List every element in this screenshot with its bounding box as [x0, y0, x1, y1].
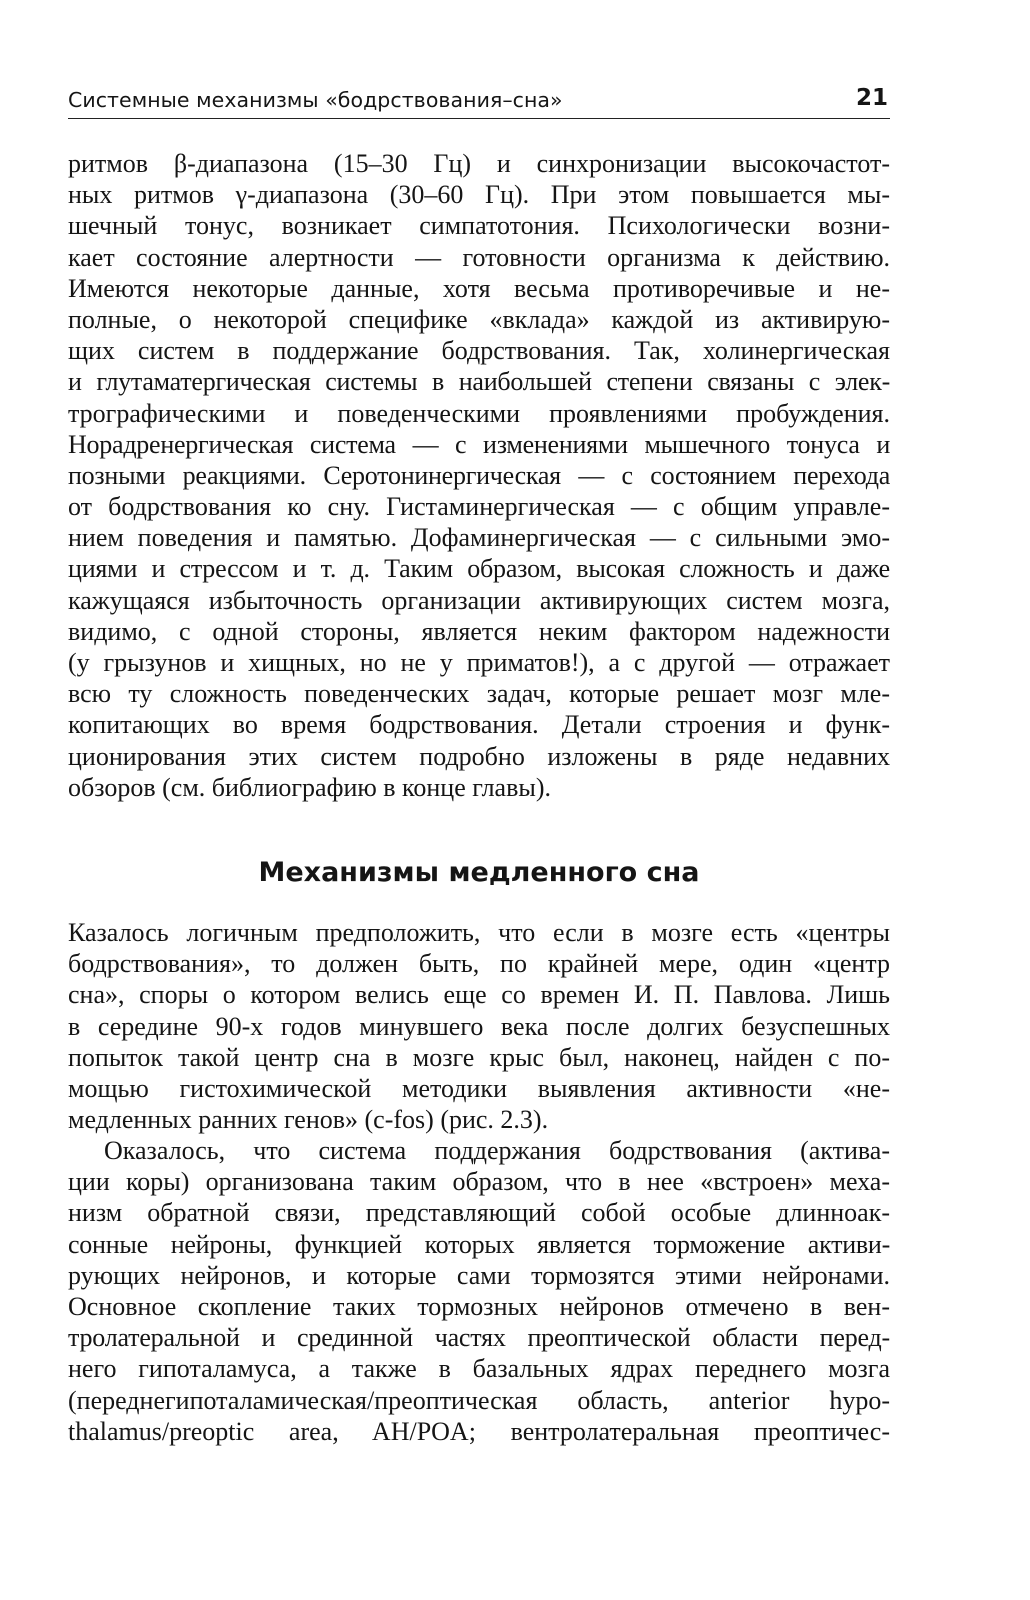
text-line: всю ту сложность поведенческих задач, которые решает мозг мле- — [68, 679, 890, 709]
text-line: трографическими и поведенческими проявлениями пробуждения. — [68, 398, 890, 428]
text-line: сна», споры о котором велись еще со времен И. П. Павлова. Лишь — [68, 980, 890, 1010]
text-line: кает состояние алертности — готовности организма к действию. — [68, 242, 890, 272]
text-line: кажущаяся избыточность организации активирующих систем мозга, — [68, 585, 890, 615]
text-line: Оказалось, что система поддержания бодрствования (актива- — [104, 1136, 890, 1165]
text-line: ционирования этих систем подробно изложены в ряде недавних — [68, 741, 890, 771]
text-line: ных ритмов γ-диапазона (30–60 Гц). При этом повышается мы- — [68, 180, 890, 210]
running-header — [68, 82, 890, 119]
text-line: копитающих во время бодрствования. Детали строения и функ- — [68, 710, 890, 740]
text-line: видимо, с одной стороны, является неким фактором надежности — [68, 616, 890, 646]
text-line: него гипоталамуса, а также в базальных ядрах переднего мозга — [68, 1354, 890, 1384]
text-line: медленных ранних генов» (c-fos) (рис. 2.3). — [68, 1105, 549, 1135]
text-line: Основное скопление таких тормозных нейронов отмечено в вен- — [68, 1291, 890, 1321]
text-line: ции коры) организована таким образом, что в нее «встроен» меха- — [68, 1167, 890, 1197]
running-title: Системные механизмы «бодрствования–сна» — [68, 88, 563, 112]
text-line: и глутаматергическая системы в наибольшей степени связаны с элек- — [68, 367, 890, 397]
text-line: Имеются некоторые данные, хотя весьма противоречивые и не- — [68, 273, 890, 303]
paragraph — [68, 917, 890, 1135]
page-number: 21 — [855, 85, 888, 111]
text-line: в середине 90-х годов минувшего века после долгих безуспешных — [68, 1011, 890, 1041]
text-line: Казалось логичным предположить, что если в мозге есть «центры — [68, 918, 890, 947]
text-line: обзоров (см. библиографию в конце главы). — [68, 772, 551, 802]
text-line: (переднегипоталамическая/преоптическая область, anterior hypo- — [68, 1385, 890, 1415]
section-heading: Механизмы медленного сна — [258, 857, 700, 888]
text-line: низм обратной связи, представляющий собой особые длинноак- — [68, 1198, 890, 1228]
text-line: щих систем в поддержание бодрствования. Так, холинергическая — [68, 336, 890, 366]
text-line: циями и стрессом и т. д. Таким образом, высокая сложность и даже — [68, 554, 890, 584]
text-line: ритмов β-диапазона (15–30 Гц) и синхронизации высокочастот- — [68, 149, 890, 178]
text-line: шечный тонус, возникает симпатотония. Психологически возни- — [68, 211, 890, 241]
paragraph — [68, 1135, 890, 1447]
text-line: рующих нейронов, и которые сами тормозятся этими нейронами. — [68, 1260, 890, 1290]
text-line: thalamus/preoptic area, AH/POA; вентролатеральная преоптичес- — [68, 1416, 890, 1446]
text-line: (у грызунов и хищных, но не у приматов!), а с другой — отражает — [68, 648, 890, 677]
paragraph-continuation — [68, 148, 890, 803]
text-line: попыток такой центр сна в мозге крыс был, наконец, найден с по- — [68, 1042, 890, 1072]
text-line: тролатеральной и срединной частях преоптической области перед- — [68, 1323, 890, 1353]
text-line: сонные нейроны, функцией которых является торможение активи- — [68, 1229, 890, 1259]
text-line: мощью гистохимической методики выявления активности «не- — [68, 1073, 890, 1103]
text-line: позными реакциями. Серотонинергическая — с состоянием перехода — [68, 460, 890, 490]
text-line: нием поведения и памятью. Дофаминергическая — с сильными эмо- — [68, 523, 890, 553]
text-line: полные, о некоторой специфике «вклада» каждой из активирую- — [68, 304, 890, 334]
text-line: Норадренергическая система — с изменениями мышечного тонуса и — [68, 429, 890, 459]
text-line: бодрствования», то должен быть, по крайней мере, один «центр — [68, 949, 890, 979]
text-line: от бодрствования ко сну. Гистаминергическая — с общим управле- — [68, 492, 890, 522]
